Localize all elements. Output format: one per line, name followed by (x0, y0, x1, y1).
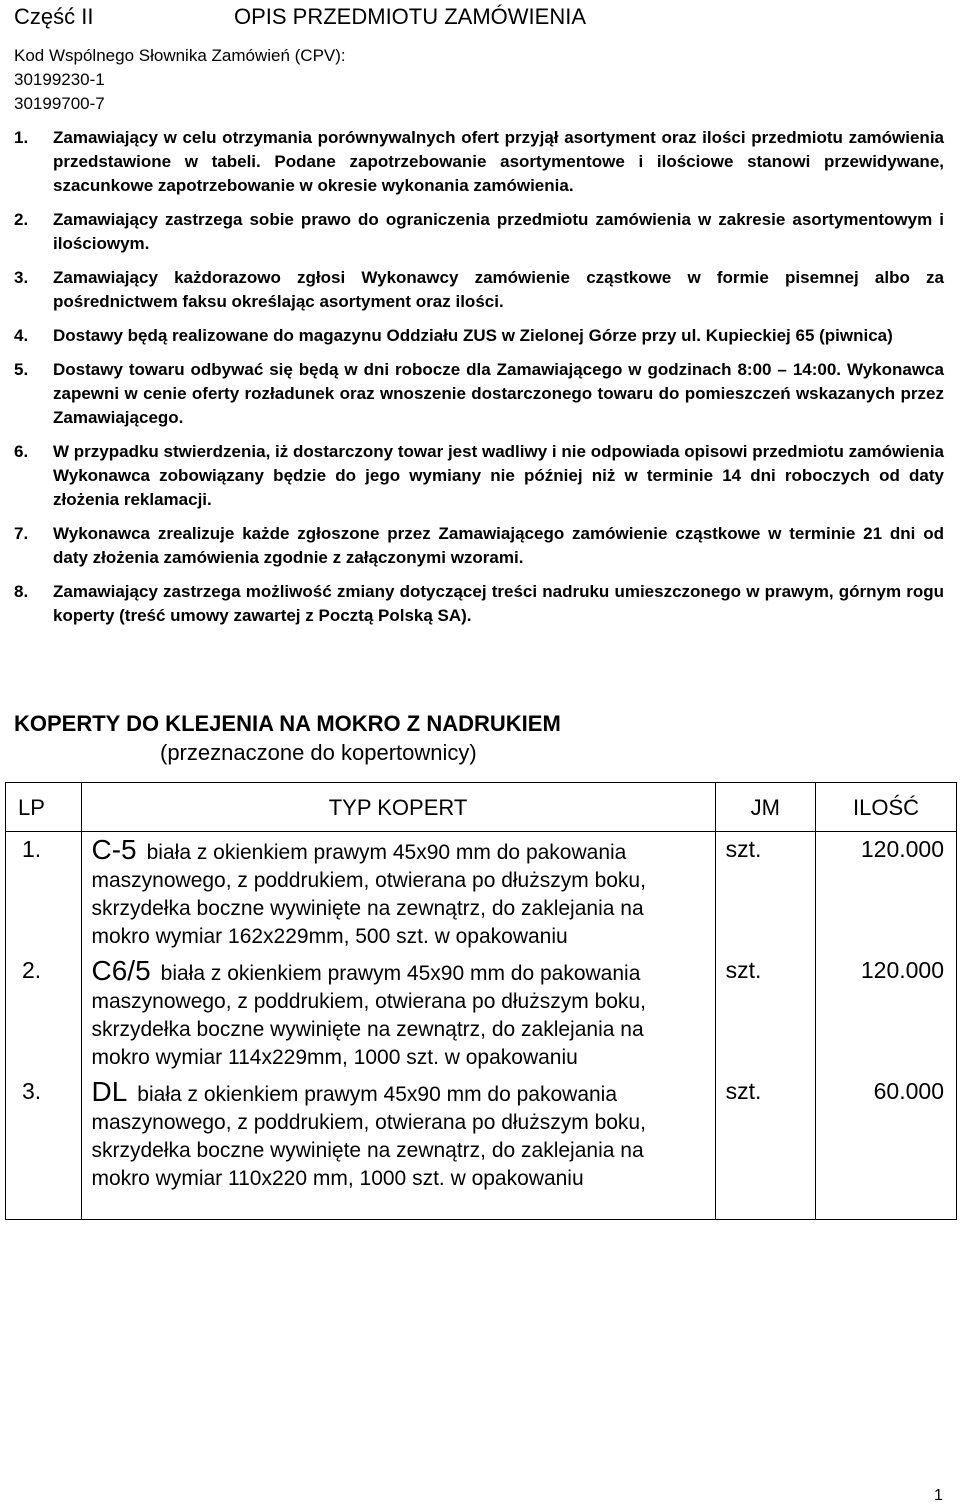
cell-lp: 3. (6, 1074, 82, 1220)
section-subtitle: (przeznaczone do kopertownicy) (160, 740, 477, 765)
item-text: Zamawiający w celu otrzymania porównywalnych ofert przyjął asortyment oraz ilości przedmiotu zamówienia przedstawione w tabeli. Podane zapotrzebowanie asortymentowe i ilościowe stanowi przewidywane, szacunkowe zapotrzebowanie w okresie wykonania zamówienia. (53, 128, 944, 195)
item-number: 5. (14, 360, 29, 379)
list-item (14, 358, 944, 430)
list-item (14, 324, 944, 348)
page-title: OPIS PRZEDMIOTU ZAMÓWIENIA (234, 4, 587, 29)
item-number: 6. (14, 442, 29, 461)
list-item (14, 266, 944, 314)
envelope-description: biała z okienkiem prawym 45x90 mm do pakowania maszynowego, z poddrukiem, otwierana po dłuższym boku, skrzydełka boczne wywinięte na zewnątrz, do zaklejania na mokro wymiar 110x220 mm, 1000 szt. w opakowaniu (91, 1083, 646, 1190)
list-item (14, 208, 944, 256)
cell-ilosc: 120.000 (816, 832, 957, 954)
page-header (14, 4, 586, 30)
item-number: 2. (14, 210, 29, 229)
cell-typ (81, 1074, 715, 1220)
cell-ilosc: 120.000 (816, 953, 957, 1074)
col-header-typ: TYP KOPERT (81, 783, 715, 832)
cell-ilosc: 60.000 (816, 1074, 957, 1220)
item-number: 4. (14, 326, 29, 345)
table-row (6, 953, 957, 1074)
item-text: W przypadku stwierdzenia, iż dostarczony towar jest wadliwy i nie odpowiada opisowi przedmiotu zamówienia Wykonawca zobowiązany będzie do jego wymiany nie później niż w terminie 14 dni roboczych od daty złożenia reklamacji. (53, 442, 944, 509)
item-text: Zamawiający zastrzega sobie prawo do ograniczenia przedmiotu zamówienia w zakresie asortymentowym i ilościowym. (53, 210, 944, 253)
col-header-jm: JM (715, 783, 815, 832)
item-number: 7. (14, 524, 29, 543)
table-row (6, 832, 957, 954)
cpv-code: 30199230-1 (14, 70, 105, 89)
cell-jm: szt. (715, 832, 815, 954)
section-title: KOPERTY DO KLEJENIA NA MOKRO Z NADRUKIEM (14, 711, 561, 736)
envelope-description: biała z okienkiem prawym 45x90 mm do pakowania maszynowego, z poddrukiem, otwierana po dłuższym boku, skrzydełka boczne wywinięte na zewnątrz, do zaklejania na mokro wymiar 114x229mm, 1000 szt. w opakowaniu (91, 962, 646, 1069)
item-number: 3. (14, 268, 29, 287)
page-number: 1 (934, 1487, 943, 1504)
envelopes-table (5, 782, 957, 1220)
envelope-code: C6/5 (91, 955, 151, 986)
list-item (14, 440, 944, 512)
item-text: Wykonawca zrealizuje każde zgłoszone przez Zamawiającego zamówienie cząstkowe w terminie 21 dni od daty złożenia zamówienia zgodnie z załączonymi wzorami. (53, 524, 944, 567)
cell-lp: 1. (6, 832, 82, 954)
list-item (14, 522, 944, 570)
cell-lp: 2. (6, 953, 82, 1074)
cell-jm: szt. (715, 1074, 815, 1220)
table-row (6, 1074, 957, 1220)
item-text: Dostawy będą realizowane do magazynu Oddziału ZUS w Zielonej Górze przy ul. Kupieckiej 65 (piwnica) (53, 326, 893, 345)
requirements-list (14, 126, 944, 638)
cell-jm: szt. (715, 953, 815, 1074)
item-text: Dostawy towaru odbywać się będą w dni robocze dla Zamawiającego w godzinach 8:00 – 14:00. Wykonawca zapewni w cenie oferty rozładunek oraz wnoszenie dostarczonego towaru do pomieszczeń wskazanych przez Zamawiającego. (53, 360, 944, 427)
envelope-code: DL (91, 1076, 128, 1107)
item-text: Zamawiający zastrzega możliwość zmiany dotyczącej treści nadruku umieszczonego w prawym, górnym rogu koperty (treść umowy zawartej z Pocztą Polską SA). (53, 582, 944, 625)
item-text: Zamawiający każdorazowo zgłosi Wykonawcy zamówienie cząstkowe w formie pisemnej albo za pośrednictwem faksu określając asortyment oraz ilości. (53, 268, 944, 311)
list-item (14, 580, 944, 628)
col-header-lp: LP (6, 783, 82, 832)
envelope-code: C-5 (91, 834, 137, 865)
item-number: 8. (14, 582, 29, 601)
part-label: Część II (14, 4, 94, 29)
cell-typ (81, 832, 715, 954)
item-number: 1. (14, 128, 29, 147)
cpv-code: 30199700-7 (14, 94, 105, 113)
list-item (14, 126, 944, 198)
table-header-row (6, 783, 957, 832)
col-header-ilosc: ILOŚĆ (816, 783, 957, 832)
cpv-label: Kod Wspólnego Słownika Zamówień (CPV): (14, 46, 346, 65)
cell-typ (81, 953, 715, 1074)
cpv-block (14, 44, 346, 116)
envelope-description: biała z okienkiem prawym 45x90 mm do pakowania maszynowego, z poddrukiem, otwierana po dłuższym boku, skrzydełka boczne wywinięte na zewnątrz, do zaklejania na mokro wymiar 162x229mm, 500 szt. w opakowaniu (91, 841, 646, 948)
